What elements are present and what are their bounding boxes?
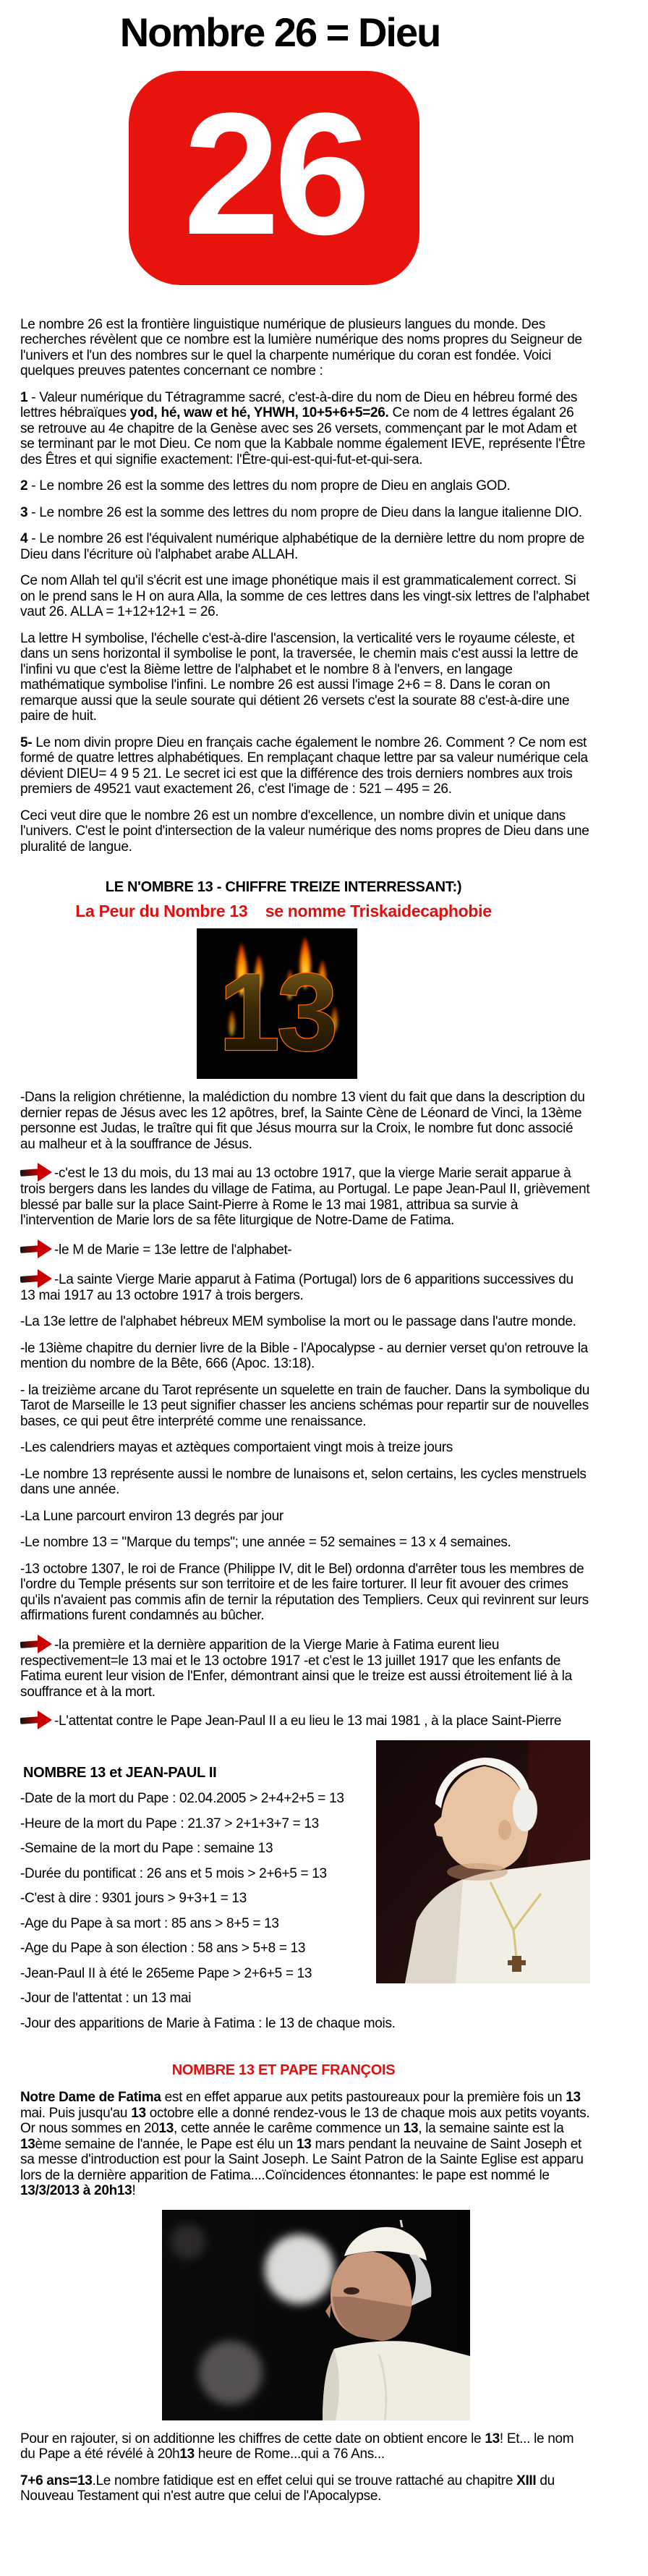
red-arrow-icon <box>20 1163 52 1182</box>
lettre-h-paragraph: La lettre H symbolise, l'échelle c'est-à-dire l'ascension, la verticalité vers le royaume céleste, et dans un sens horizontal il symbolise le pont, la traversée, le chemin mais c'est aussi la lettre de l'infini vu que c'est la 8ième lettre de l'alphabet et le nombre 8 à l'envers, en langage mathématique symbolise l'infini. Le nombre 26 est aussi l'image 2+6 = 8. Dans le coran on remarque aussi que la seule sourate qui détient 26 versets c'est la sourate 88 c'est-à-dire une paire de huit. <box>20 630 579 724</box>
m-de-marie-paragraph <box>20 1240 590 1258</box>
jp2-fact: -Jean-Paul II à été le 265eme Pape > 2+6+5 = 13 <box>20 1965 312 1981</box>
point-3-paragraph: 3 - Le nombre 26 est la somme des lettres du nom propre de Dieu dans la langue italienne DIO. <box>20 504 582 520</box>
point-4-paragraph: 4 - Le nombre 26 est l'équivalent numérique alphabétique de la dernière lettre du nom propre de Dieu dans l'écriture où l'alphabet arabe ALLAH. <box>20 531 584 562</box>
mem-paragraph: -La 13e lettre de l'alphabet hébreux MEM symbolise la mort ou le passage dans l'autre monde. <box>20 1314 576 1330</box>
svg-text:13: 13 <box>218 951 336 1075</box>
premiere-derniere-apparition-paragraph <box>20 1635 590 1700</box>
point-2-paragraph: 2 - Le nombre 26 est la somme des lettres du nom propre de Dieu en anglais GOD. <box>20 478 511 494</box>
flaming-13-image <box>197 928 357 1079</box>
jp2-fact: -Age du Pape à son élection : 58 ans > 5+8 = 13 <box>20 1941 306 1957</box>
conclusion-26-paragraph: Ceci veut dire que le nombre 26 est un nombre d'excellence, un nombre divin et unique dans l'univers. C'est le point d'intersection de la valeur numérique des noms propres de Dieu dans une pluralité de langue. <box>20 808 589 855</box>
red-arrow-icon <box>20 1269 52 1288</box>
point-1-paragraph: 1 - Valeur numérique du Tétragramme sacré, c'est-à-dire du nom de Dieu en hébreu formé des lettres hébraïques yod, hé, waw et hé, YHWH, 10+5+6+5=26. Ce nom de 4 lettres égalant 26 se retrouve au 4e chapitre de la Genèse avec ses 26 versets, commençant par le mot Adam et se terminant par le mot Dieu. Ce nom que la Kabbale nomme également IEVE, représente l'Être des Êtres et qui signifie exactement: l'Être-qui-est-qui-fut-et-qui-sera. <box>20 389 586 467</box>
jp2-fact: -Heure de la mort du Pape : 21.37 > 2+1+3+7 = 13 <box>20 1816 319 1831</box>
page-title: Nombre 26 = Dieu <box>119 9 440 55</box>
six-apparitions-text: -La sainte Vierge Marie apparut à Fatima (Portugal) lors de 6 apparitions successives du 13 mai 1917 au 13 octobre 1917 à trois bergers. <box>20 1271 574 1303</box>
attentat-paragraph <box>20 1711 590 1729</box>
heading-nombre-13: LE N'OMBRE 13 - CHIFFRE TREIZE INTERRESSANT:) <box>105 879 462 896</box>
red-arrow-icon <box>20 1711 52 1729</box>
fatima-1917-text: -c'est le 13 du mois, du 13 mai au 13 octobre 1917, que la vierge Marie serait apparue à trois bergers dans les landes du village de Fatima, au Portugal. Le pape Jean-Paul II, grièvement blessé par balle sur la place Saint-Pierre à Rome le 13 mai 1981, attribua sa survie à l'intervention de Marie lors de sa fête liturgique de Notre-Dame de Fatima. <box>20 1166 590 1229</box>
pope-jean-paul-ii-photo <box>376 1740 590 1983</box>
number-26-label: 26 <box>183 76 365 271</box>
heading-nombre-13-pape-francois: NOMBRE 13 ET PAPE FRANÇOIS <box>171 2062 396 2079</box>
number-26-badge <box>129 71 419 285</box>
jp2-fact: -Jour des apparitions de Marie à Fatima : le 13 de chaque mois. <box>20 2015 396 2031</box>
mayas-paragraph: -Les calendriers mayas et aztèques comportaient vingt mois à treize jours <box>20 1440 453 1456</box>
jp2-fact: -Durée du pontificat : 26 ans et 5 mois > 2+6+5 = 13 <box>20 1865 327 1881</box>
attentat-text: -L'attentat contre le Pape Jean-Paul II a eu lieu le 13 mai 1981 , à la place Saint-Pierre <box>54 1713 562 1729</box>
religion-chretienne-paragraph: -Dans la religion chrétienne, la malédiction du nombre 13 vient du fait que dans la description du dernier repas de Jésus avec les 12 apôtres, bref, la Sainte Cène de Léonard de Vinci, la 13ème personne est Judas, le traître qui fit que Jésus mourra sur la Croix, le nombre fut donc associé au malheur et à la souffrance de Jésus. <box>20 1090 585 1152</box>
tarot-paragraph: - la treizième arcane du Tarot représente un squelette en train de faucher. Dans la symbolique du Tarot de Marseille le 13 peut signifier chasser les anciens schémas pour repartir sur de nouvelles bases, ce qui peut être interprété comme une renaissance. <box>20 1382 589 1429</box>
fatima-1917-paragraph <box>20 1163 590 1229</box>
jp2-fact: -C'est à dire : 9301 jours > 9+3+1 = 13 <box>20 1891 247 1907</box>
red-arrow-icon <box>20 1635 52 1653</box>
jp2-fact: -Age du Pape à sa mort : 85 ans > 8+5 = 13 <box>20 1915 279 1931</box>
six-apparitions-paragraph <box>20 1269 590 1304</box>
pour-en-rajouter-paragraph: Pour en rajouter, si on additionne les chiffres de cette date on obtient encore le 13! Et... le nom du Pape a été révélé à 20h13 heure de Rome...qui a 76 Ans... <box>20 2431 574 2462</box>
heading-triskaidecaphobie: La Peur du Nombre 13 se nomme Triskaidecaphobie <box>75 902 492 921</box>
point-5-paragraph: 5- Le nom divin propre Dieu en français cache également le nombre 26. Comment ? Ce nom est formé de quatre lettres alphabétiques. En remplaçant chaque lettre par sa valeur numérique cela dévient DIEU= 4 9 5 21. Le secret ici est que la différence des trois derniers nombres aux trois premiers de 49521 vaut exactement 26, c'est l'image de : 521 – 495 = 26. <box>20 734 588 797</box>
lune-paragraph: -La Lune parcourt environ 13 degrés par jour <box>20 1508 284 1524</box>
sept-plus-six-paragraph: 7+6 ans=13.Le nombre fatidique est en effet celui qui se trouve rattaché au chapitre XIII du Nouveau Testament qui n'est autre que celui de l'Apocalypse. <box>20 2473 555 2504</box>
jp2-fact: -Date de la mort du Pape : 02.04.2005 > 2+4+2+5 = 13 <box>20 1791 344 1807</box>
intro-paragraph: Le nombre 26 est la frontière linguistique numérique de plusieurs langues du monde. Des recherches révèlent que ce nombre est la lumière numérique des noms propres du Seigneur de l'univers et l'un des nombres sur le quel la charpente numérique du coran est fondée. Voici quelques preuves patentes concernant ce nombre : <box>20 316 582 379</box>
pope-francis-photo <box>162 2210 470 2420</box>
apocalypse-paragraph: -le 13ième chapitre du dernier livre de la Bible - l'Apocalypse - au dernier verset qu'on retrouve la mention du nombre de la Bête, 666 (Apoc. 13:18). <box>20 1340 588 1372</box>
templiers-paragraph: -13 octobre 1307, le roi de France (Philippe IV, dit le Bel) ordonna d'arrêter tous les membres de l'ordre du Temple présents sur son territoire et de les faire torturer. Il leur fit avouer des crimes qu'ils n'avaient pas commis afin de ternir la réputation des Templiers. Ceux qui revinrent sur leurs affirmations furent condamnés au bûcher. <box>20 1561 589 1624</box>
marque-du-temps-paragraph: -Le nombre 13 = "Marque du temps"; une année = 52 semaines = 13 x 4 semaines. <box>20 1535 511 1551</box>
lunaisons-paragraph: -Le nombre 13 représente aussi le nombre de lunaisons et, selon certains, les cycles menstruels dans une année. <box>20 1466 587 1498</box>
jp2-fact: -Semaine de la mort du Pape : semaine 13 <box>20 1841 273 1857</box>
notre-dame-fatima-paragraph: Notre Dame de Fatima est en effet apparue aux petits pastoureaux pour la première fois un 13 mai. Puis jusqu'au 13 octobre elle a donné rendez-vous le 13 de chaque mois aux petits voyants. Or nous sommes en 2013, cette année le carême commence un 13, la semaine sainte est la 13ème semaine de l'année, le Pape est élu un 13 mars pendant la neuvaine de Saint Joseph et sa messe d'introduction est pour la Saint Joseph. Le Saint Patron de la Sainte Eglise est apparu lors de la dernière apparition de Fatima....Coïncidences étonnantes: le pape est nommé le 13/3/2013 à 20h13! <box>20 2090 590 2199</box>
jp2-fact: -Jour de l'attentat : un 13 mai <box>20 1991 192 2007</box>
allah-paragraph: Ce nom Allah tel qu'il s'écrit est une image phonétique mais il est grammaticalement correct. Si on le prend sans le H on aura Alla, la somme de ces lettres dans les vingt-six lettres de l'alphabet vaut 26. ALLA = 1+12+12+1 = 26. <box>20 573 589 620</box>
red-arrow-icon <box>20 1240 52 1258</box>
m-de-marie-text: -le M de Marie = 13e lettre de l'alphabet- <box>54 1242 292 1258</box>
jean-paul-ii-section <box>20 1740 590 2041</box>
premiere-derniere-apparition-text: -la première et la dernière apparition de la Vierge Marie à Fatima eurent lieu respectivement=le 13 mai et le 13 octobre 1917 -et c'est le 13 juillet 1917 que les enfants de Fatima eurent leur vision de l'Enfer, démontrant ainsi que le treize est aussi étroitement lié à la souffrance et à la mort. <box>20 1637 572 1700</box>
heading-nombre-13-jean-paul-ii: NOMBRE 13 et JEAN-PAUL II <box>23 1765 217 1781</box>
